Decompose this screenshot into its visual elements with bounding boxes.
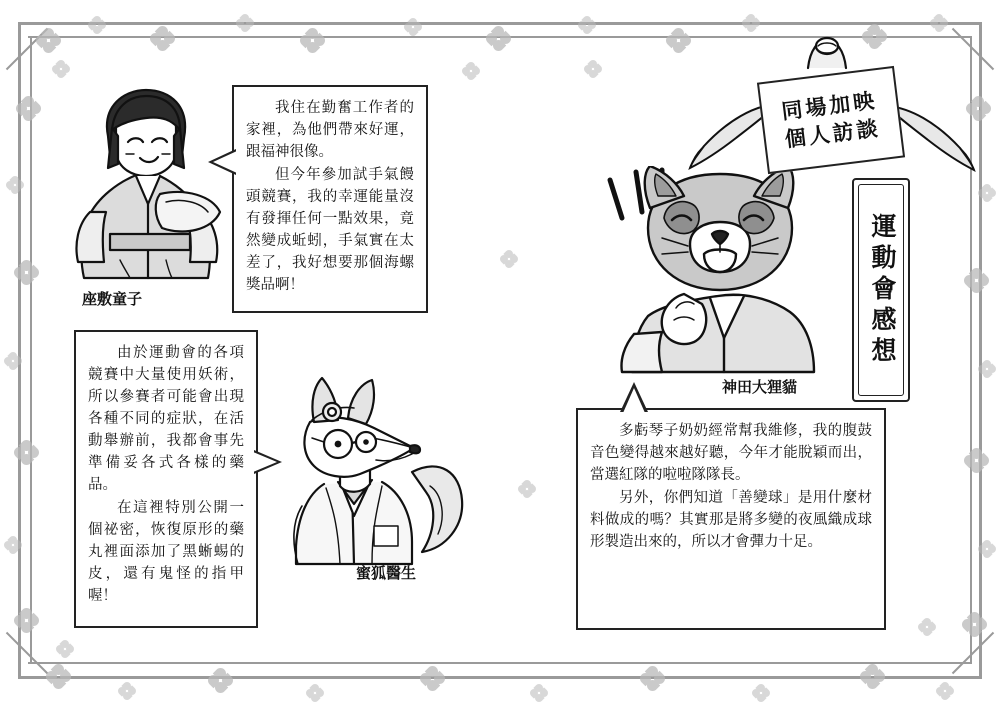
flower-ornament-icon xyxy=(6,176,24,194)
balloon-paragraph: 但今年參加試手氣饅頭競賽，我的幸運能量沒有發揮任何一點效果，竟然變成蚯蚓，手氣實在太差了，我好想要那個海螺獎品啊！ xyxy=(246,167,414,294)
balloon-paragraph: 在這裡特別公開一個祕密，恢復原形的藥丸裡面添加了黑蜥蜴的皮，還有鬼怪的指甲喔！ xyxy=(88,500,244,605)
character-caption-zashiki-warashi: 座敷童子 xyxy=(82,292,143,308)
flower-ornament-icon xyxy=(640,666,666,692)
rope-knot-icon xyxy=(800,34,854,70)
flower-ornament-icon xyxy=(964,268,990,294)
flower-ornament-icon xyxy=(306,684,324,702)
flower-ornament-icon xyxy=(862,24,888,50)
flower-ornament-icon xyxy=(14,440,40,466)
flower-ornament-icon xyxy=(462,62,480,80)
flower-ornament-icon xyxy=(752,684,770,702)
flower-ornament-icon xyxy=(14,608,40,634)
character-caption-fox-doctor: 蜜狐醫生 xyxy=(356,566,417,582)
frame-border-bottom xyxy=(18,676,982,679)
flower-ornament-icon xyxy=(936,682,954,700)
flower-ornament-icon xyxy=(978,540,996,558)
character-caption-kanda-tanuki-cat: 神田大狸貓 xyxy=(722,380,798,396)
balloon-paragraph: 另外，你們知道「善變球」是用什麼材料做成的嗎？其實那是將多變的夜風織成球形製造出來的，所以才會彈力十足。 xyxy=(590,490,872,551)
flower-ornament-icon xyxy=(584,60,602,78)
fox-doctor-illustration xyxy=(262,376,472,566)
flower-ornament-icon xyxy=(236,14,254,32)
flower-ornament-icon xyxy=(860,664,886,690)
corner-ornament-bottom-left xyxy=(6,632,48,674)
flower-ornament-icon xyxy=(666,28,692,54)
balloon-tail-inner-zashiki xyxy=(213,151,237,173)
flower-ornament-icon xyxy=(404,18,422,36)
flower-ornament-icon xyxy=(16,96,42,122)
flower-ornament-icon xyxy=(52,60,70,78)
flower-ornament-icon xyxy=(930,14,948,32)
flower-ornament-icon xyxy=(36,28,62,54)
section-title-text: 運動會感想 xyxy=(868,212,895,368)
balloon-tail-inner-tanuki xyxy=(623,388,645,413)
corner-ornament-bottom-right xyxy=(952,632,994,674)
flower-ornament-icon xyxy=(578,16,596,34)
balloon-tail-inner-fox xyxy=(253,452,277,472)
ema-sign-line-1: 同場加映 xyxy=(780,88,879,124)
flower-ornament-icon xyxy=(964,448,990,474)
flower-ornament-icon xyxy=(300,28,326,54)
kanda-tanuki-cat-illustration xyxy=(592,166,842,378)
speech-balloon-kanda-tanuki-cat xyxy=(576,408,886,630)
flower-ornament-icon xyxy=(118,682,136,700)
flower-ornament-icon xyxy=(46,664,72,690)
flower-ornament-icon xyxy=(962,612,988,638)
speech-balloon-zashiki-warashi xyxy=(232,85,428,313)
flower-ornament-icon xyxy=(420,666,446,692)
balloon-paragraph: 我住在勤奮工作者的家裡，為他們帶來好運，跟福神很像。 xyxy=(246,100,414,161)
flower-ornament-icon xyxy=(530,684,548,702)
flower-ornament-icon xyxy=(56,640,74,658)
ema-sign-line-2: 個人訪談 xyxy=(783,116,882,152)
corner-ornament-top-right xyxy=(952,28,994,70)
flower-ornament-icon xyxy=(4,536,22,554)
speech-balloon-fox-doctor xyxy=(74,330,258,628)
flower-ornament-icon xyxy=(500,250,518,268)
section-title-inner-border xyxy=(858,184,904,396)
flower-ornament-icon xyxy=(742,14,760,32)
flower-ornament-icon xyxy=(918,618,936,636)
flower-ornament-icon xyxy=(978,360,996,378)
flower-ornament-icon xyxy=(14,260,40,286)
flower-ornament-icon xyxy=(4,352,22,370)
zashiki-warashi-illustration xyxy=(62,84,232,290)
flower-ornament-icon xyxy=(208,668,234,694)
balloon-paragraph: 由於運動會的各項競賽中大量使用妖術，所以參賽者可能會出現各種不同的症狀，在活動舉辦前，我都會事先準備妥各式各樣的藥品。 xyxy=(88,345,244,494)
frame-inner-bottom xyxy=(28,662,972,664)
flower-ornament-icon xyxy=(978,184,996,202)
ema-sign-plate xyxy=(757,66,905,174)
flower-ornament-icon xyxy=(150,26,176,52)
frame-inner-left xyxy=(30,36,32,664)
flower-ornament-icon xyxy=(518,480,536,498)
section-title-plate xyxy=(852,178,910,402)
balloon-paragraph: 多虧琴子奶奶經常幫我維修，我的腹鼓音色變得越來越好聽，今年才能脫穎而出，當選紅隊的啦啦隊隊長。 xyxy=(590,423,872,484)
flower-ornament-icon xyxy=(88,16,106,34)
flower-ornament-icon xyxy=(486,26,512,52)
